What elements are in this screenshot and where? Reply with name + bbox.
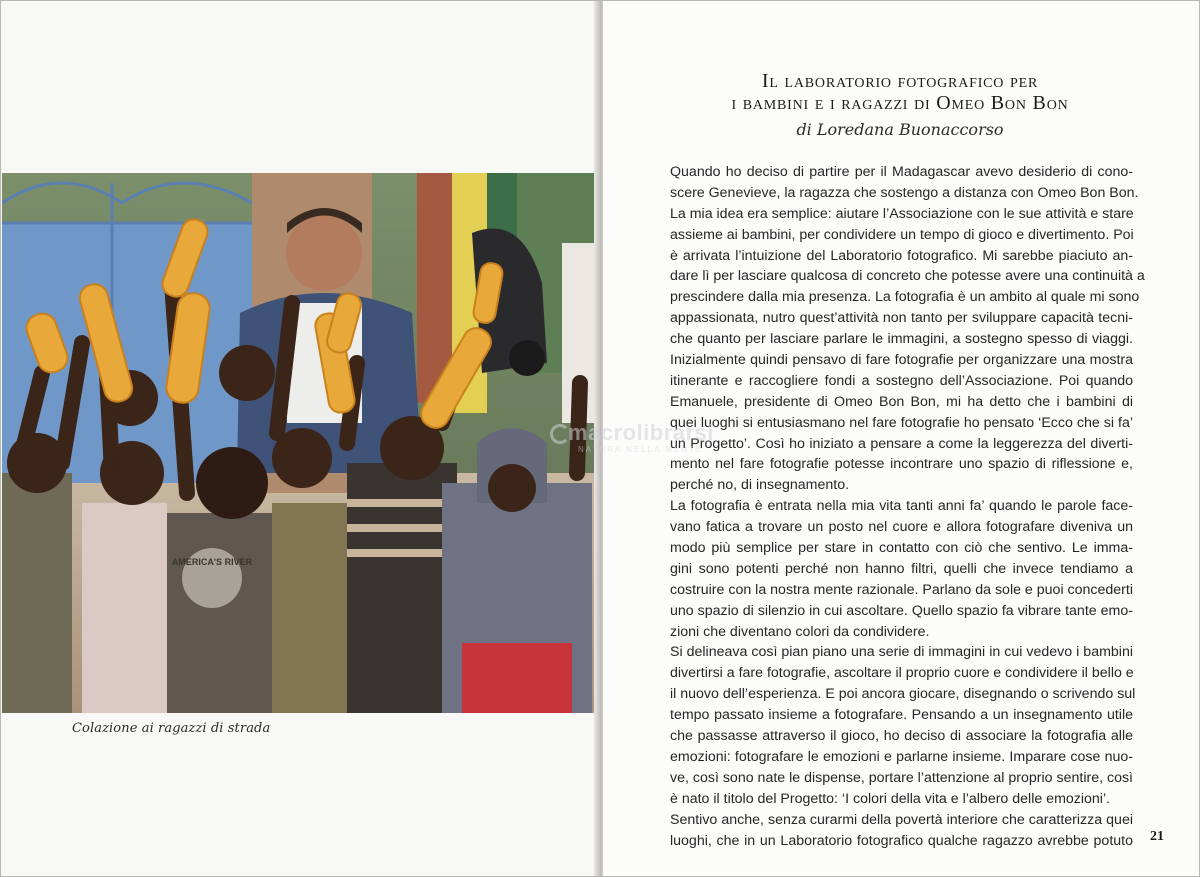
body-line: che quanto per lasciare parlare le immagini, a sostegno spesso di viaggi.	[670, 331, 1133, 348]
children-photo	[2, 173, 600, 713]
body-line: Sentivo anche, senza curarmi della povertà interiore che caratterizza quei	[670, 811, 1133, 828]
title-line-2: i bambini e i ragazzi di Omeo Bon Bon	[731, 92, 1069, 114]
watermark-subtext: NATURA NELLA MENTE	[578, 445, 704, 454]
photo-shirt-text: AMERICA'S RIVER	[171, 557, 253, 567]
article-body	[670, 162, 1145, 851]
body-line: uno spazio di silenzio in cui ascoltare. Quello spazio fa vibrare tante emo-	[670, 602, 1133, 619]
body-line: mento nel fare fotografie potesse incontrare uno spazio di riflessione e,	[670, 456, 1133, 473]
body-line: modo più semplice per stare in contatto con ciò che sentivo. Le imma-	[670, 540, 1133, 557]
body-line: il nuovo dell’esperienza. E poi ancora giocare, disegnando o scrivendo sul	[670, 686, 1136, 703]
body-line: perché no, di insegnamento.	[670, 477, 850, 494]
article-title	[620, 70, 1180, 114]
body-line: è nato il titolo del Progetto: ‘I colori della vita e l’albero delle emozioni’.	[670, 790, 1111, 807]
author-byline: di Loredana Buonaccorso	[796, 120, 1004, 139]
body-line: itinerante e raccogliere fondi a sostegno dell’Associazione. Poi quando	[670, 372, 1133, 389]
body-line: un Progetto’. Così ho iniziato a pensare a come la leggerezza del diverti-	[670, 435, 1133, 452]
watermark-text: macrolibrarsi	[568, 420, 714, 445]
body-line: Emanuele, presidente di Omeo Bon Bon, mi ha detto che i bambini di	[670, 393, 1133, 410]
body-line: vano fatica a trovare un posto nel cuore e allora fotografare diveniva un	[670, 519, 1133, 536]
body-line: costruire con la nostra mente razionale. Parlano da sole e puoi concederti	[670, 581, 1133, 598]
body-line: che passasse attraverso il gioco, ho deciso di associare la fotografia alle	[670, 728, 1133, 745]
body-line: prescindere dalla mia presenza. La fotografia è un ambito al quale mi sono	[670, 289, 1140, 306]
body-line: emozioni: fotografare le emozioni e parlarne insieme. Imparare cose nuo-	[670, 748, 1133, 765]
body-line: divertirsi a fare fotografie, ascoltare il proprio cuore e condividere il bello e	[670, 665, 1134, 682]
body-line: gini sono potenti perché non hanno filtri, quelli che invece tendiamo a	[670, 560, 1133, 577]
body-line: La mia idea era semplice: aiutare l’Associazione con le sue attività e stare	[670, 205, 1134, 222]
body-line: ve, così sono nate le dispense, portare l’attenzione al proprio sentire, così	[670, 769, 1133, 786]
body-line: Inizialmente quindi pensavo di fare fotografie per organizzare una mostra	[670, 352, 1133, 369]
body-line: dare lì per lasciare qualcosa di concreto che potesse avere una continuità a	[670, 268, 1145, 285]
body-line: zioni che diventano colori da condividere.	[670, 623, 930, 640]
body-line: quei luoghi si entusiasmano nel fare fotografie ho pensato ‘Ecco che si fa’	[670, 414, 1133, 431]
title-line-1: Il laboratorio fotografico per	[761, 70, 1039, 92]
body-line: Si delineava così pian piano una serie di immagini in cui vedevo i bambini	[670, 644, 1133, 661]
body-line: scere Genevieve, la ragazza che sostengo a distanza con Omeo Bon Bon.	[670, 184, 1139, 201]
body-line: è arrivata l’intuizione del Laboratorio fotografico. Mi sarebbe piaciuto an-	[670, 247, 1133, 264]
body-line: appassionata, nutro quest’attività non tanto per sviluppare capacità tecni-	[670, 310, 1133, 327]
body-line: tempo passato insieme a fotografare. Pensando a un insegnamento utile	[670, 707, 1133, 724]
body-line: luoghi, che in un Laboratorio fotografico qualche ragazzo avrebbe potuto	[670, 832, 1133, 849]
photo-caption: Colazione ai ragazzi di strada	[72, 721, 271, 736]
body-line: La fotografia è entrata nella mia vita tanti anni fa’ quando le parole face-	[670, 498, 1133, 515]
page-number: 21	[1150, 829, 1164, 844]
body-line: Quando ho deciso di partire per il Madagascar avevo desiderio di cono-	[670, 164, 1133, 180]
body-line: assieme ai bambini, per condividere un tempo di gioco e divertimento. Poi	[670, 226, 1134, 243]
